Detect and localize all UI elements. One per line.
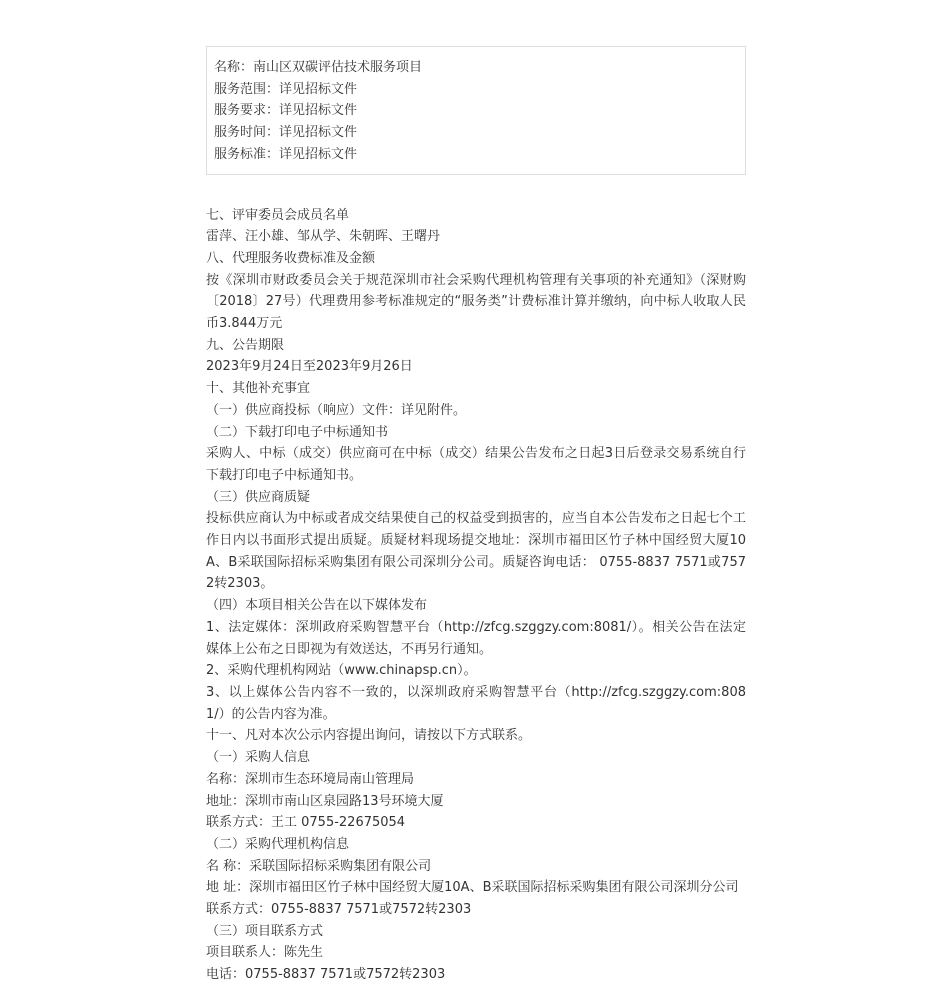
challenge-heading: （三）供应商质疑 [206, 489, 311, 505]
committee-members: 雷萍、汪小雄、邹从学、朱朝晖、王曙丹 [206, 229, 441, 245]
bid-files-note: （一）供应商投标（响应）文件：详见附件。 [206, 402, 467, 418]
media-item-3: 3、以上媒体公告内容不一致的，以深圳政府采购智慧平台（http://zfcg.szggzy.com:8081/）的公告内容为准。 [206, 684, 746, 722]
agency-name: 名 称：采联国际招标采购集团有限公司 [206, 858, 432, 874]
announcement-document [206, 46, 746, 986]
project-contact-person: 项目联系人：陈先生 [206, 945, 324, 961]
service-time: 服务时间：详见招标文件 [214, 125, 358, 141]
agency-address: 地 址：深圳市福田区竹子林中国经贸大厦10A、B采联国际招标采购集团有限公司深圳分公司 [206, 880, 739, 896]
section10-heading: 十、其他补充事宜 [206, 381, 311, 397]
agency-contact: 联系方式：0755-8837 7571或7572转2303 [206, 902, 472, 918]
media-item-1: 1、法定媒体：深圳政府采购智慧平台（http://zfcg.szggzy.com:8081/）。相关公告在法定媒体上公布之日即视为有效送达，不再另行通知。 [206, 619, 746, 657]
challenge-text: 投标供应商认为中标或者成交结果使自己的权益受到损害的，应当自本公告发布之日起七个工作日内以书面形式提出质疑。质疑材料现场提交地址：深圳市福田区竹子林中国经贸大厦10A、B采联国际招标采购集团有限公司深圳分公司。质疑咨询电话： 0755-8837 7571或7572转2303。 [206, 511, 746, 592]
buyer-address: 地址：深圳市南山区泉园路13号环境大厦 [206, 793, 444, 809]
download-notice-text: 采购人、中标（成交）供应商可在中标（成交）结果公告发布之日起3日后登录交易系统自行下载打印电子中标通知书。 [206, 446, 746, 483]
buyer-contact: 联系方式：王工 0755-22675054 [206, 815, 406, 831]
buyer-name: 名称：深圳市生态环境局南山管理局 [206, 771, 415, 787]
section7-heading: 七、评审委员会成员名单 [206, 207, 350, 223]
service-scope: 服务范围：详见招标文件 [214, 81, 358, 97]
service-standard: 服务标准：详见招标文件 [214, 146, 358, 162]
service-requirements: 服务要求：详见招标文件 [214, 103, 358, 119]
agency-fee-text: 按《深圳市财政委员会关于规范深圳市社会采购代理机构管理有关事项的补充通知》（深财购〔2018〕27号）代理费用参考标准规定的“服务类”计费标准计算并缴纳，向中标人收取人民币3.844万元 [206, 272, 746, 332]
media-heading: （四）本项目相关公告在以下媒体发布 [206, 598, 428, 614]
project-info-box [206, 46, 746, 175]
buyer-info-heading: （一）采购人信息 [206, 750, 311, 766]
download-notice-heading: （二）下载打印电子中标通知书 [206, 424, 389, 440]
project-contact-phone: 电话：0755-8837 7571或7572转2303 [206, 967, 446, 983]
section11-heading: 十一、凡对本次公示内容提出询问，请按以下方式联系。 [206, 728, 532, 744]
section9-heading: 九、公告期限 [206, 337, 285, 353]
section8-heading: 八、代理服务收费标准及金额 [206, 250, 376, 266]
media-item-2: 2、采购代理机构网站（www.chinapsp.cn）。 [206, 663, 477, 679]
project-contact-heading: （三）项目联系方式 [206, 923, 324, 939]
project-name: 名称：南山区双碳评估技术服务项目 [214, 60, 423, 75]
announcement-body [206, 205, 746, 986]
agency-info-heading: （二）采购代理机构信息 [206, 836, 350, 852]
notice-period: 2023年9月24日至2023年9月26日 [206, 359, 413, 375]
